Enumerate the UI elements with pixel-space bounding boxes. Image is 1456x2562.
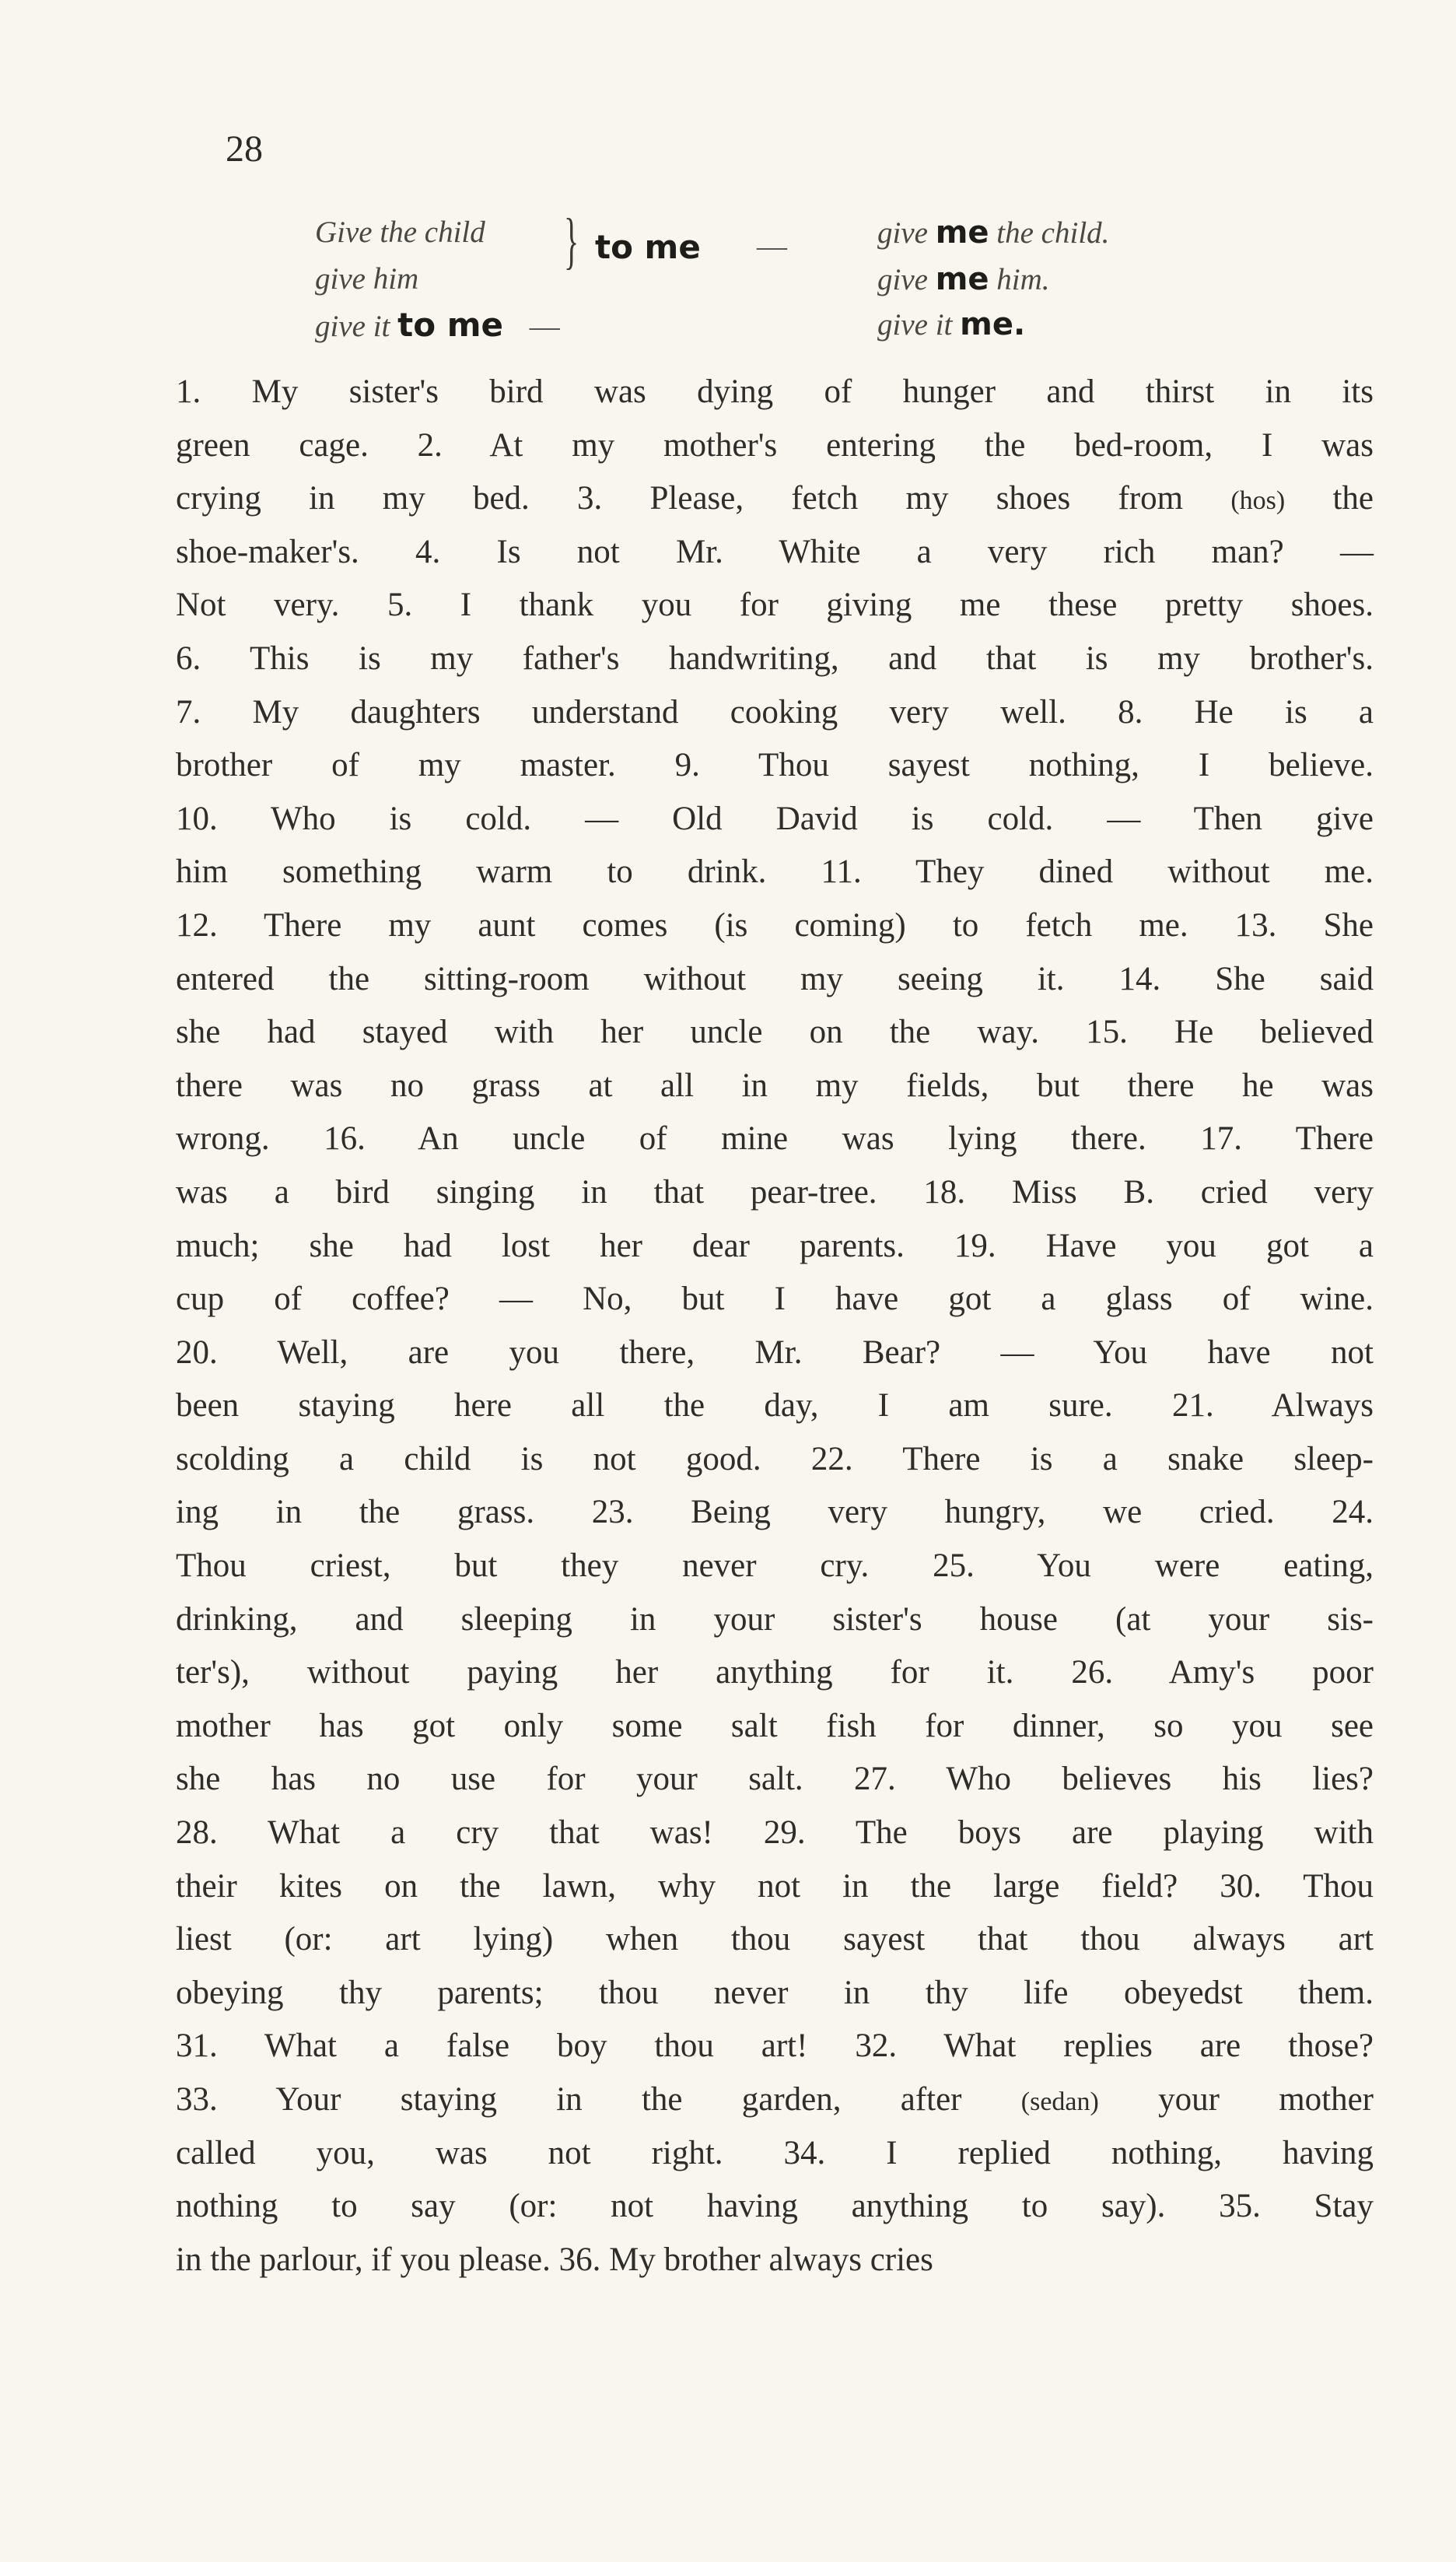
- text-line-35: nothing to say (or: not having anything to say). 35. Stay: [176, 2188, 1374, 2225]
- grammar-right-row1: [877, 215, 1110, 251]
- grammar-row3-left: [315, 306, 560, 344]
- grammar-row2-left: give him: [315, 262, 419, 296]
- text-line-3-after: the: [1332, 480, 1374, 517]
- exercise-text: [176, 366, 1374, 2287]
- text-line-1: 1. My sister's bird was dying of hunger and thirst in its: [176, 373, 1374, 410]
- text-line-33-main: 33. Your staying in the garden, after: [176, 2081, 962, 2118]
- right-row1-bold: me: [935, 215, 989, 251]
- grammar-right-row2: [877, 261, 1050, 297]
- grammar-right-row3: [877, 309, 1025, 340]
- text-line-13: she had stayed with her uncle on the way. 15. He believed: [176, 1014, 1374, 1051]
- text-line-19: 20. Well, are you there, Mr. Bear? — You have not: [176, 1334, 1374, 1371]
- text-line-29: their kites on the lawn, why not in the large field? 30. Thou: [176, 1867, 1374, 1905]
- text-line-30: liest (or: art lying) when thou sayest that thou always art: [176, 1921, 1374, 1958]
- text-line-5: Not very. 5. I thank you for giving me these pretty shoes.: [176, 587, 1374, 624]
- brace-dash: —: [757, 230, 787, 263]
- text-line-2: green cage. 2. At my mother's entering the bed-room, I was: [176, 426, 1374, 464]
- text-line-33-after: your mother: [1158, 2081, 1374, 2118]
- text-line-20: been staying here all the day, I am sure. 21. Always: [176, 1387, 1374, 1425]
- grammar-row3-dash: —: [529, 310, 560, 343]
- text-line-10: him something warm to drink. 11. They dined without me.: [176, 853, 1374, 891]
- text-line-17: much; she had lost her dear parents. 19. Have you got a: [176, 1227, 1374, 1264]
- text-line-32: 31. What a false boy thou art! 32. What replies are those?: [176, 2028, 1374, 2065]
- text-line-25: ter's), without paying her anything for it. 26. Amy's poor: [176, 1654, 1374, 1691]
- grammar-row1-left: Give the child: [315, 216, 485, 249]
- text-line-36: in the parlour, if you please. 36. My brother always cries: [176, 2241, 933, 2278]
- text-line-18: cup of coffee? — No, but I have got a glass of wine.: [176, 1281, 1374, 1318]
- text-line-31: obeying thy parents; thou never in thy life obeyedst them.: [176, 1974, 1374, 2011]
- right-row1-a: give: [877, 216, 928, 250]
- text-line-26: mother has got only some salt fish for dinner, so you see: [176, 1707, 1374, 1744]
- page-number: 28: [226, 128, 263, 170]
- text-line-24: drinking, and sleeping in your sister's house (at your sis-: [176, 1600, 1374, 1638]
- text-line-22: ing in the grass. 23. Being very hungry, we cried. 24.: [176, 1494, 1374, 1531]
- inline-sedan: (sedan): [1020, 2087, 1099, 2116]
- text-line-21: scolding a child is not good. 22. There is a snake sleep-: [176, 1440, 1374, 1477]
- text-line-33: [176, 2073, 1374, 2127]
- text-line-14: there was no grass at all in my fields, but there he was: [176, 1067, 1374, 1104]
- right-row3-a: give it: [877, 308, 953, 342]
- grammar-row3-italic: give it: [315, 310, 390, 343]
- right-row2-a: give: [877, 263, 928, 296]
- text-line-3: [176, 472, 1374, 526]
- text-line-8: brother of my master. 9. Thou sayest nothing, I believe.: [176, 747, 1374, 784]
- right-row1-b: the child.: [996, 216, 1110, 250]
- right-row2-b: him.: [996, 263, 1050, 296]
- text-line-11: 12. There my aunt comes (is coming) to fetch me. 13. She: [176, 906, 1374, 944]
- brace-icon: }: [564, 207, 579, 275]
- right-row3-bold: me.: [960, 307, 1026, 342]
- grammar-row3-bold: to me: [397, 306, 503, 344]
- text-line-4: shoe-maker's. 4. Is not Mr. White a very rich man? —: [176, 533, 1374, 570]
- text-line-7: 7. My daughters understand cooking very well. 8. He is a: [176, 693, 1374, 731]
- grammar-table: [315, 204, 1248, 359]
- inline-hos: (hos): [1230, 486, 1286, 516]
- text-line-27: she has no use for your salt. 27. Who believes his lies?: [176, 1761, 1374, 1798]
- right-row2-bold: me: [935, 261, 989, 297]
- text-line-12: entered the sitting-room without my seeing it. 14. She said: [176, 960, 1374, 997]
- text-line-3-main: crying in my bed. 3. Please, fetch my shoes from: [176, 480, 1184, 517]
- text-line-16: was a bird singing in that pear-tree. 18. Miss B. cried very: [176, 1173, 1374, 1211]
- brace-label: to me: [595, 228, 701, 266]
- text-line-28: 28. What a cry that was! 29. The boys are playing with: [176, 1814, 1374, 1852]
- text-line-6: 6. This is my father's handwriting, and that is my brother's.: [176, 640, 1374, 677]
- text-line-9: 10. Who is cold. — Old David is cold. — Then give: [176, 800, 1374, 837]
- text-line-34: called you, was not right. 34. I replied nothing, having: [176, 2134, 1374, 2171]
- text-line-15: wrong. 16. An uncle of mine was lying there. 17. There: [176, 1120, 1374, 1158]
- text-line-23: Thou criest, but they never cry. 25. You were eating,: [176, 1547, 1374, 1585]
